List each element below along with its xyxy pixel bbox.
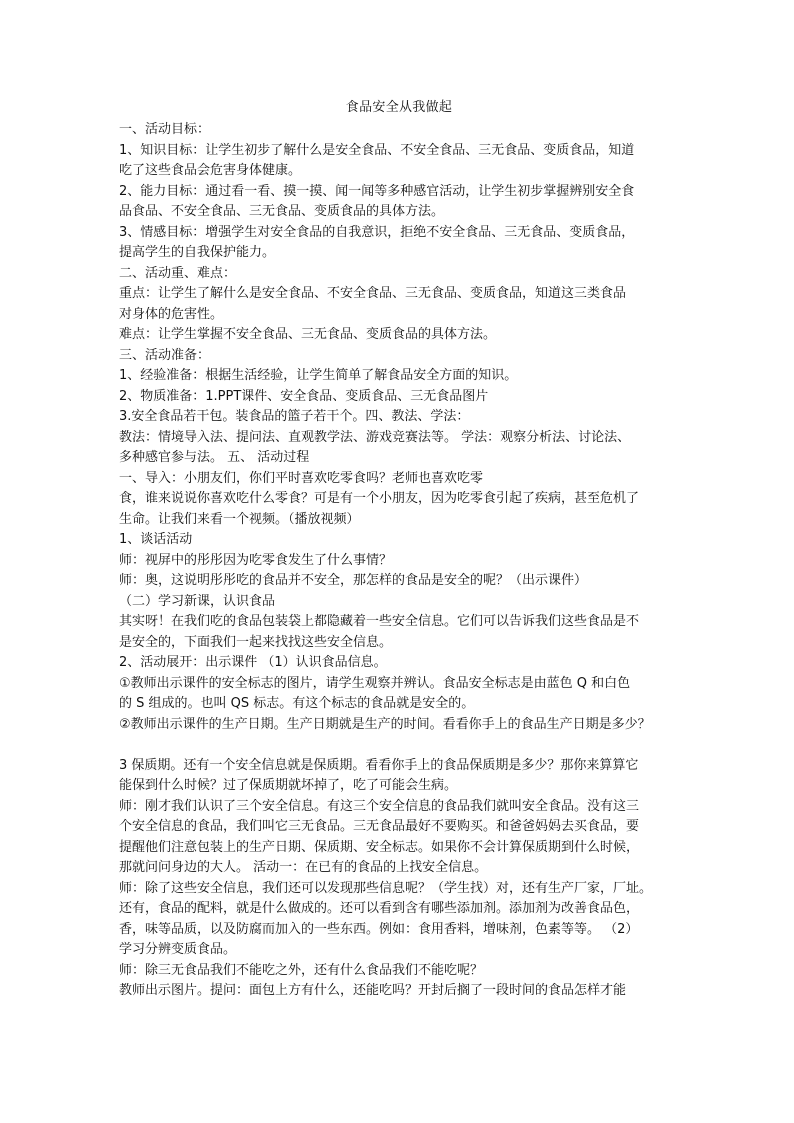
text-line: 那就问问身边的大人。 活动一：在已有的食品的上找安全信息。 [119, 860, 488, 875]
text-line: 3 保质期。还有一个安全信息就是保质期。看看你手上的食品保质期是多少？那你来算算它 [119, 757, 639, 773]
text-line: 3.安全食品若干包。装食品的篮子若干个。四、教法、学法： [119, 409, 470, 424]
text-line: 重点：让学生了解什么是安全食品、不安全食品、三无食品、变质食品，知道这三类食品 [119, 286, 627, 301]
document-title: 食品安全从我做起 [345, 100, 453, 115]
text-line: 品食品、不安全食品、三无食品、变质食品的具体方法。 [119, 204, 445, 219]
text-line: 香，味等品质，以及防腐而加入的一些东西。例如：食用香料，增味剂，色素等等。 （2） [119, 921, 639, 937]
text-line: 三、活动准备： [119, 347, 211, 363]
text-line: 教师出示图片。提问：面包上方有什么，还能吃吗？开封后搁了一段时间的食品怎样才能 [119, 983, 627, 998]
text-line: 1、知识目标：让学生初步了解什么是安全食品、不安全食品、三无食品、变质食品，知道 [119, 142, 635, 158]
text-line: 还有，食品的配料，就是什么做成的。还可以看到含有哪些添加剂。添加剂为改善食品色， [119, 901, 640, 916]
text-line: 一、导入：小朋友们，你们平时喜欢吃零食吗？老师也喜欢吃零 [119, 470, 484, 486]
text-line: 2、活动展开：出示课件 （1）认识食品信息。 [119, 655, 387, 670]
blank-line [119, 735, 679, 756]
text-line: 学习分辨变质食品。 [119, 942, 237, 957]
text-line: 教法：情境导入法、提问法、直观教学法、游戏竞赛法等。 学法：观察分析法、讨论法、 [119, 429, 631, 445]
text-line: 1、谈话活动 [119, 532, 193, 547]
text-line: 师：除了这些安全信息，我们还可以发现那些信息呢？（学生找）对，还有生产厂家，厂址。 [119, 880, 653, 896]
text-line: 多种感官参与法。 五、 活动过程 [119, 450, 310, 465]
text-line: 师：视屏中的彤彤因为吃零食发生了什么事情？ [119, 552, 393, 568]
text-line: 提高学生的自我保护能力。 [119, 245, 276, 260]
text-line: 是安全的，下面我们一起来找找这些安全信息。 [119, 634, 393, 650]
text-line: 师：除三无食品我们不能吃之外，还有什么食品我们不能吃呢？ [119, 962, 484, 978]
text-line: 其实呀！在我们吃的食品包装袋上都隐藏着一些安全信息。它们可以告诉我们这些食品是不 [119, 614, 640, 629]
text-line: 提醒他们注意包装上的生产日期、保质期、安全标志。如果你不会计算保质期到什么时候， [119, 839, 640, 855]
document-body [119, 120, 679, 1002]
text-line: 食，谁来说说你喜欢吃什么零食？可是有一个小朋友，因为吃零食引起了疾病，甚至危机了 [119, 491, 640, 506]
text-line: 师：奥，这说明彤彤吃的食品并不安全，那怎样的食品是安全的呢？（出示课件） [119, 573, 588, 588]
text-line: 2、物质准备：1.PPT课件、安全食品、变质食品、三无食品图片 [119, 388, 489, 404]
text-line: 个安全信息的食品，我们叫它三无食品。三无食品最好不要购买。和爸爸妈妈去买食品，要 [119, 819, 640, 834]
text-line: 能保到什么时候？过了保质期就坏掉了，吃了可能会生病。 [119, 778, 458, 793]
text-line: ①教师出示课件的安全标志的图片，请学生观察并辨认。食品安全标志是由蓝色 Q 和白色 [119, 675, 631, 691]
text-line: 的 S 组成的。也叫 QS 标志。有这个标志的食品就是安全的。 [119, 696, 475, 711]
text-line: 吃了这些食品会危害身体健康。 [119, 163, 302, 178]
text-line: 二、活动重、难点： [119, 265, 237, 281]
document-page [119, 100, 679, 1002]
text-line: 难点：让学生掌握不安全食品、三无食品、变质食品的具体方法。 [119, 327, 497, 342]
text-line: ②教师出示课件的生产日期。生产日期就是生产的时间。看看你手上的食品生产日期是多少？ [119, 716, 651, 732]
text-line: 师：刚才我们认识了三个安全信息。有这三个安全信息的食品我们就叫安全食品。没有这三 [119, 798, 640, 814]
text-line: 对身体的危害性。 [119, 306, 224, 322]
text-line: 3、情感目标：增强学生对安全食品的自我意识，拒绝不安全食品、三无食品、变质食品， [119, 224, 635, 240]
text-line: （二）学习新课，认识食品 [119, 593, 276, 609]
text-line: 2、能力目标：通过看一看、摸一摸、闻一闻等多种感官活动，让学生初步掌握辨别安全食 [119, 183, 635, 199]
text-line: 1、经验准备：根据生活经验，让学生简单了解食品安全方面的知识。 [119, 368, 518, 383]
text-line: 生命。让我们来看一个视频。（播放视频） [119, 511, 360, 527]
text-line: 一、活动目标： [119, 122, 211, 137]
